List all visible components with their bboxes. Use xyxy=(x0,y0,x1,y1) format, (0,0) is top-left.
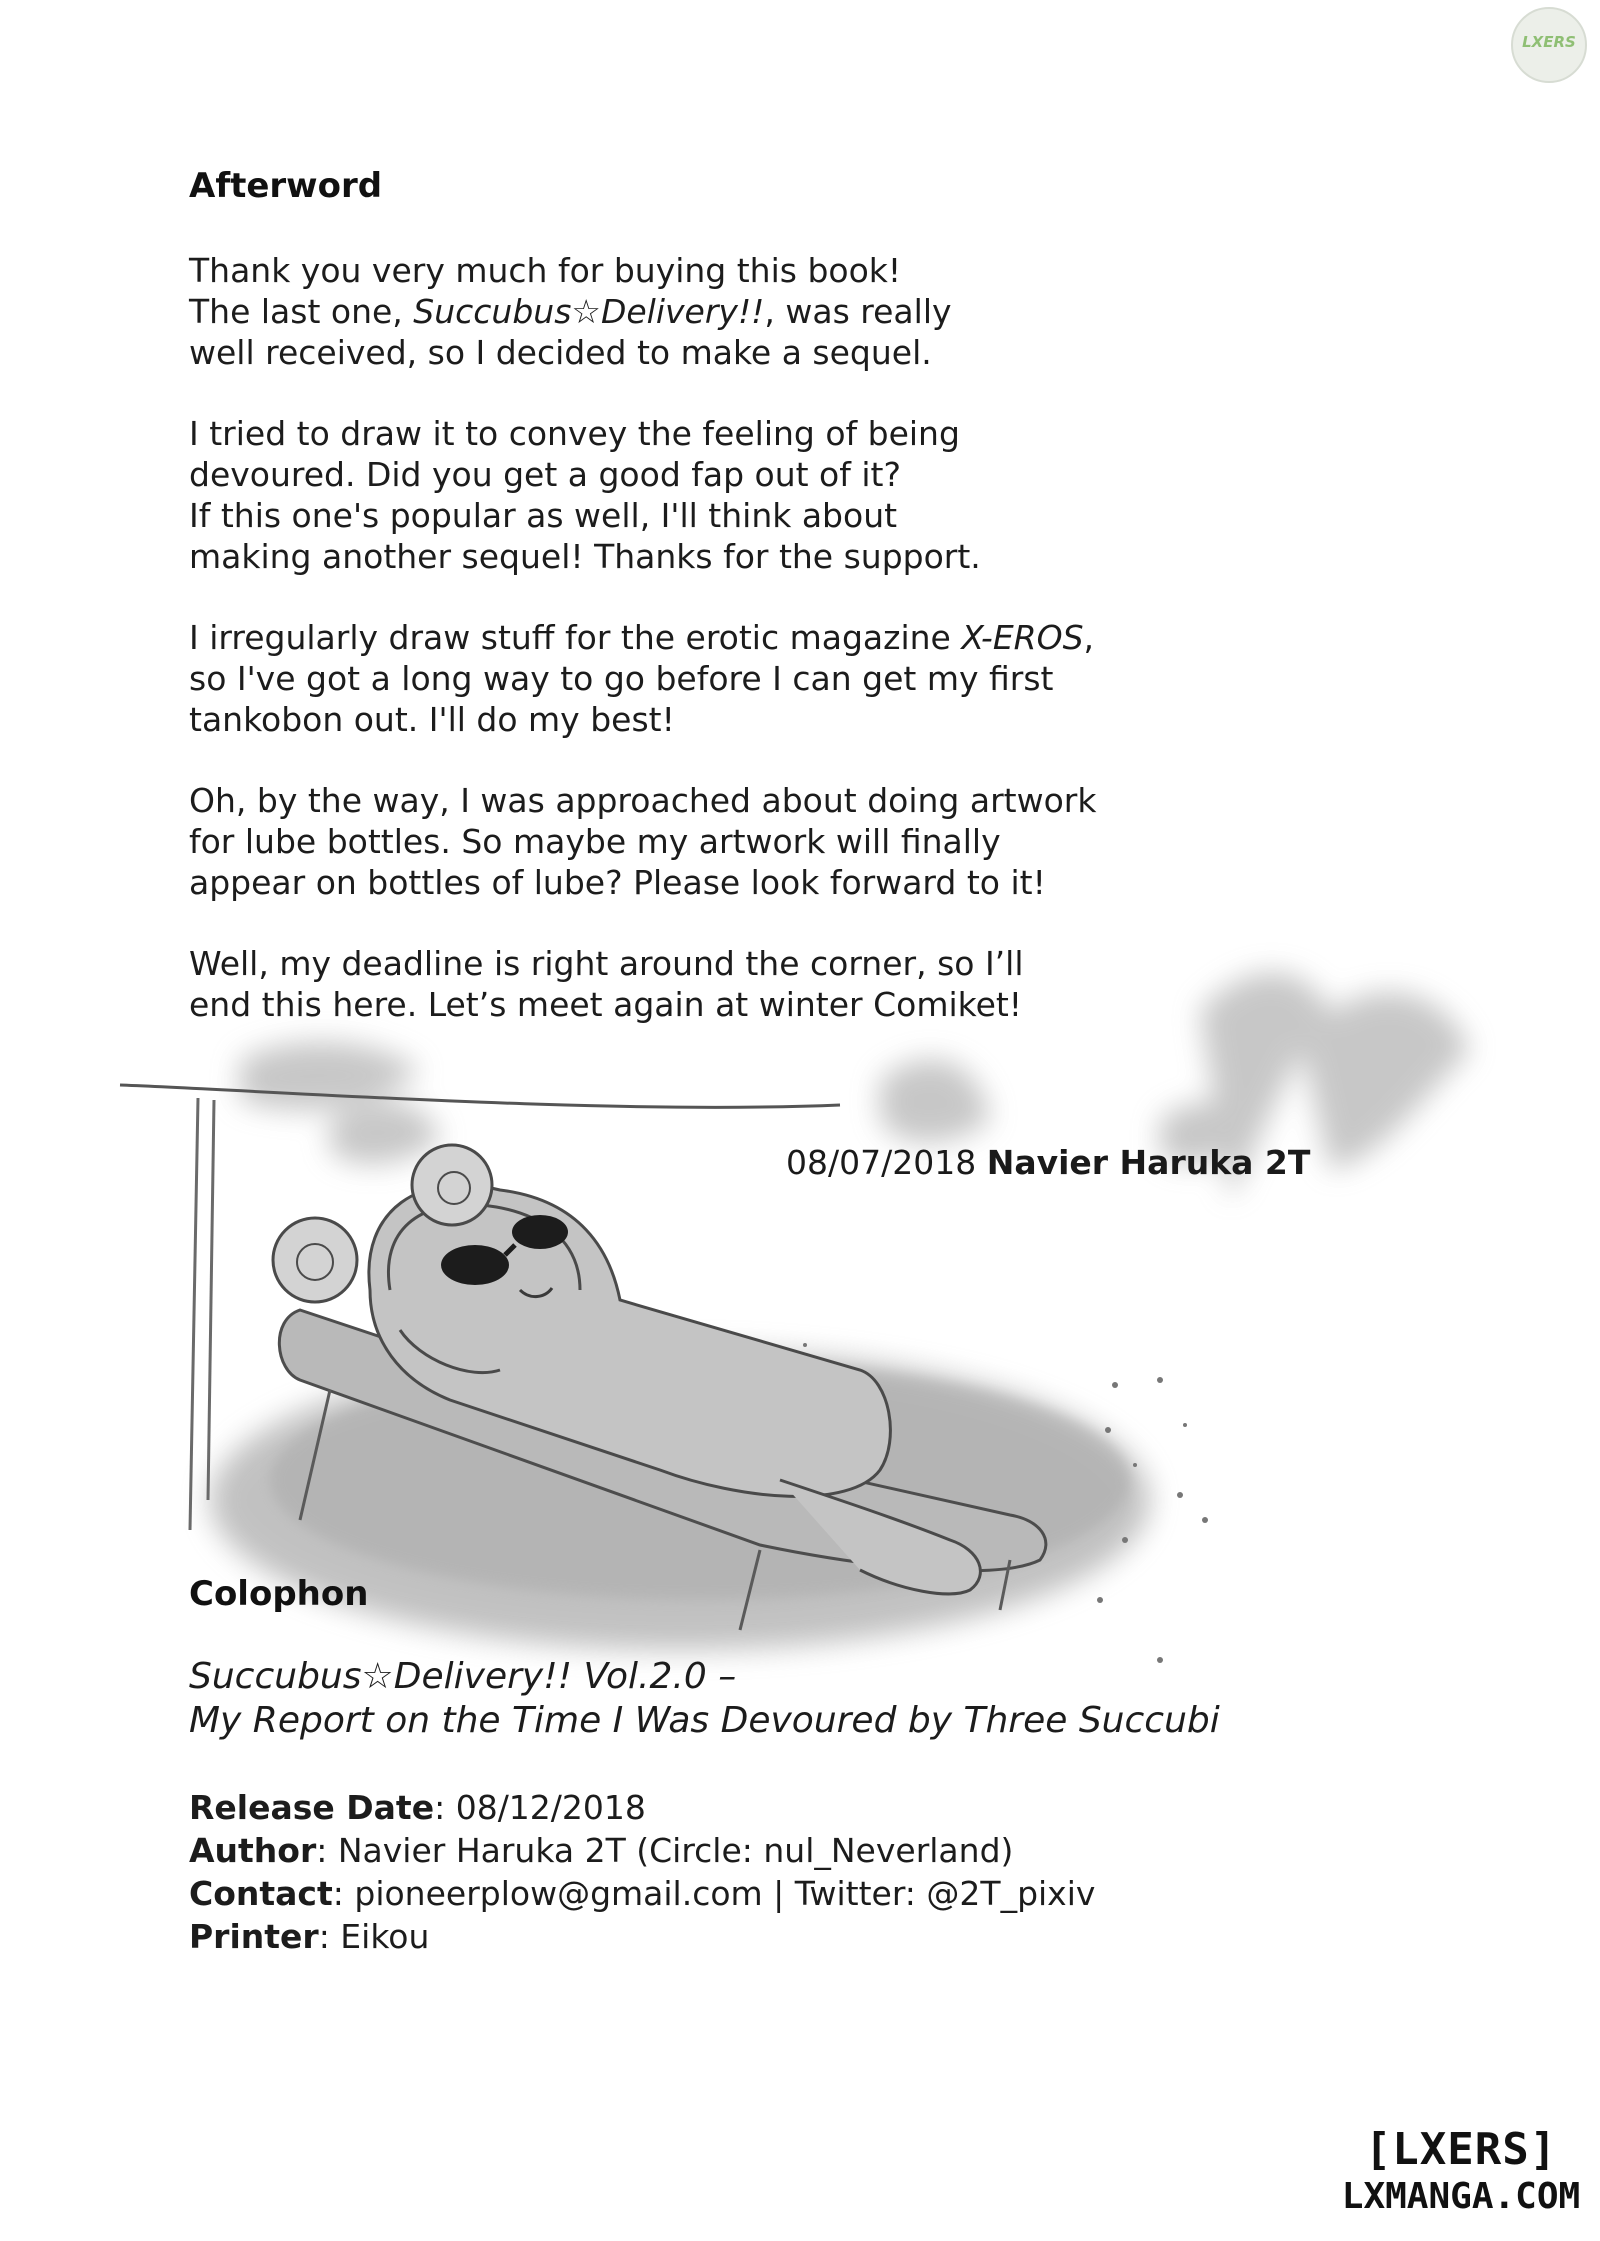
signature-name: Navier Haruka 2T xyxy=(986,1143,1311,1182)
text-line: Well, my deadline is right around the corner, so I’ll xyxy=(189,944,1024,983)
text-span: The last one, xyxy=(189,292,414,331)
site-badge-icon xyxy=(1511,7,1587,83)
printer-row xyxy=(189,1915,1095,1958)
text-line: for lube bottles. So maybe my artwork will finally xyxy=(189,822,1001,861)
text-span: , xyxy=(1083,618,1095,657)
contact-row xyxy=(189,1872,1095,1915)
text-span: I irregularly draw stuff for the erotic magazine xyxy=(189,618,962,657)
text-line: end this here. Let’s meet again at winter Comiket! xyxy=(189,985,1023,1024)
afterword-heading: Afterword xyxy=(189,166,383,206)
book-title xyxy=(189,1655,1220,1743)
magazine-title: X-EROS xyxy=(961,618,1084,657)
book-title-line-2: My Report on the Time I Was Devoured by Three Succubi xyxy=(189,1700,1220,1741)
afterword-paragraph-4 xyxy=(189,780,1096,903)
text-line: tankobon out. I'll do my best! xyxy=(189,700,675,739)
colophon-heading: Colophon xyxy=(189,1574,369,1614)
watermark-url: LXMANGA.COM xyxy=(1341,2176,1581,2217)
afterword-paragraph-1 xyxy=(189,250,952,373)
text-line: Thank you very much for buying this book! xyxy=(189,251,902,290)
afterword-signature xyxy=(786,1143,1310,1182)
contact-value: : pioneerplow@gmail.com | Twitter: @2T_pixiv xyxy=(332,1874,1096,1913)
text-line: well received, so I decided to make a sequel. xyxy=(189,333,932,372)
release-date-row xyxy=(189,1786,1095,1829)
afterword-paragraph-3 xyxy=(189,617,1094,740)
text-span: , was really xyxy=(764,292,952,331)
text-line: I tried to draw it to convey the feeling of being xyxy=(189,414,960,453)
previous-book-title: Succubus☆Delivery!! xyxy=(413,292,765,331)
text-line: If this one's popular as well, I'll think about xyxy=(189,496,898,535)
book-title-line-1: Succubus☆Delivery!! Vol.2.0 – xyxy=(189,1656,737,1697)
site-badge-label: LXERS xyxy=(1522,33,1576,51)
author-value: : Navier Haruka 2T (Circle: nul_Neverland) xyxy=(316,1831,1014,1870)
text-line: Oh, by the way, I was approached about doing artwork xyxy=(189,781,1097,820)
release-date-label: Release Date xyxy=(189,1788,435,1827)
text-line: devoured. Did you get a good fap out of it? xyxy=(189,455,901,494)
text-line xyxy=(189,617,1094,658)
text-line: making another sequel! Thanks for the support. xyxy=(189,537,981,576)
afterword-paragraph-2 xyxy=(189,413,981,577)
text-line xyxy=(189,291,952,332)
printer-label: Printer xyxy=(189,1917,319,1956)
contact-label: Contact xyxy=(189,1874,333,1913)
signature-date: 08/07/2018 xyxy=(786,1143,977,1182)
author-row xyxy=(189,1829,1095,1872)
printer-value: : Eikou xyxy=(318,1917,430,1956)
watermark-brand: [LXERS] xyxy=(1364,2124,1558,2175)
text-line: so I've got a long way to go before I can get my first xyxy=(189,659,1054,698)
author-label: Author xyxy=(189,1831,317,1870)
colophon-details xyxy=(189,1786,1095,1958)
site-watermark xyxy=(1330,2125,1592,2219)
text-line: appear on bottles of lube? Please look forward to it! xyxy=(189,863,1046,902)
release-date-value: : 08/12/2018 xyxy=(434,1788,646,1827)
afterword-paragraph-5 xyxy=(189,943,1024,1025)
